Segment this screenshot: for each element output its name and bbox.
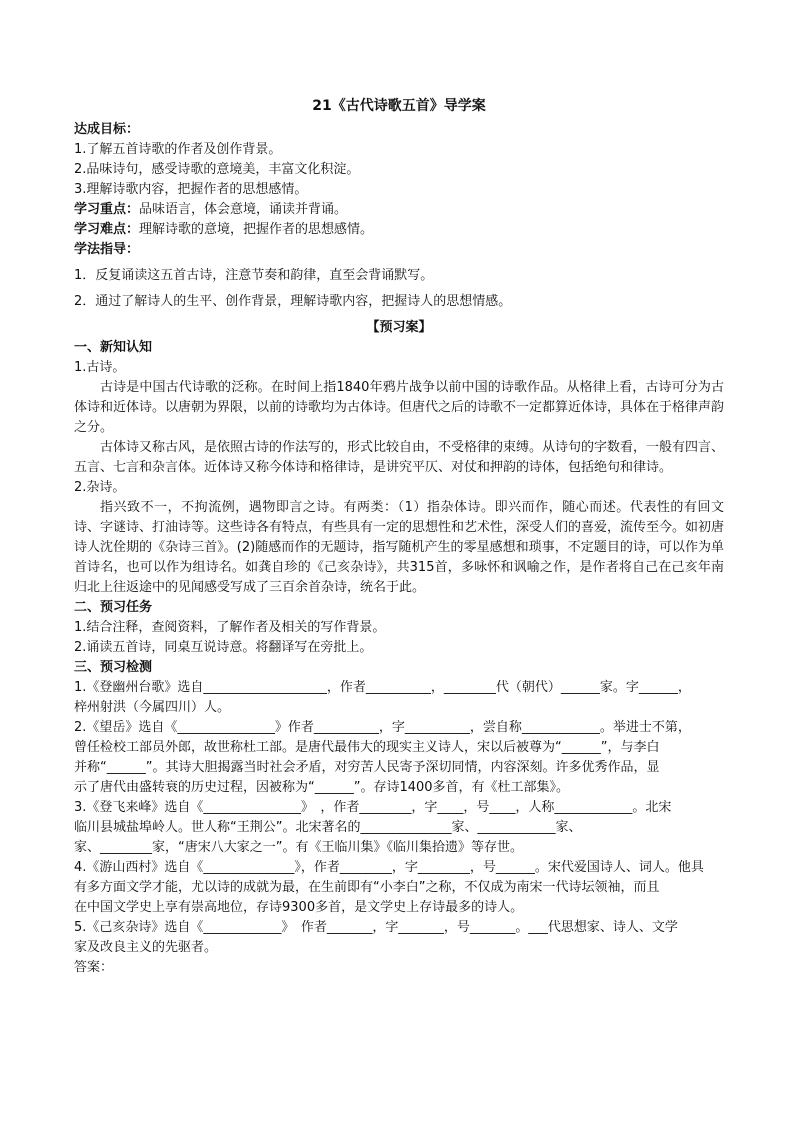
goal-item: 2.品味诗句，感受诗歌的意境美，丰富文化积淀。 <box>74 162 360 177</box>
sub2-title: 2.杂诗。 <box>74 480 126 495</box>
preview-heading: 【预习案】 <box>366 320 432 335</box>
section2-heading: 二、预习任务 <box>74 600 153 615</box>
section3-heading: 三、预习检测 <box>74 660 153 675</box>
question-2-line-1: 2.《望岳》选自《_______________》作者__________，字__________，尝自称____________。举进士不第， <box>74 720 691 735</box>
question-1-line-1: 1.《登幽州台歌》选自___________________，作者__________，________代（朝代）______家。字______， <box>74 680 691 695</box>
page-title: 21《古代诗歌五首》导学案 <box>312 98 486 114</box>
sub1-title: 1.古诗。 <box>74 360 126 375</box>
focus-line <box>74 200 724 220</box>
question-5-line-2: 家及改良主义的先驱者。 <box>74 940 218 955</box>
sub1-paragraph-1: 古诗是中国古代诗歌的泛称。在时间上指1840年鸦片战争以前中国的诗歌作品。从格律上看，古诗可分为古体诗和近体诗。以唐朝为界限，以前的诗歌均为古体诗。但唐代之后的诗歌不一定都算近体诗，具体在于格律声韵之分。 <box>74 380 725 435</box>
question-3-line-3: 家、________家，“唐宋八大家之一”。有《王临川集》《临川集拾遗》等存世。 <box>74 840 523 855</box>
sub1-paragraph-2: 古体诗又称古风，是依照古诗的作法写的，形式比较自由，不受格律的束缚。从诗句的字数看，一般有四言、五言、七言和杂言体。近体诗又称今体诗和格律诗，是讲究平仄、对仗和押韵的诗体，包括绝句和律诗。 <box>74 440 725 475</box>
section1-heading: 一、新知认知 <box>74 340 153 355</box>
question-4-line-1: 4.《游山西村》选自《______________》，作者________，字________，号______。宋代爱国诗人、词人。他具 <box>74 860 704 875</box>
difficulty-text: 理解诗歌的意境，把握作者的思想感情。 <box>139 222 374 237</box>
question-2-line-3: 并称“______”。其诗大胆揭露当时社会矛盾，对穷苦人民寄予深切同情，内容深刻。许多优秀作品，显 <box>74 760 660 775</box>
question-2-line-2: 曾任检校工部员外郎，故世称杜工部。是唐代最伟大的现实主义诗人，宋以后被尊为“______”，与李白 <box>74 740 660 755</box>
question-1-line-2: 梓州射洪（今属四川）人。 <box>74 700 231 715</box>
question-2-line-4: 示了唐代由盛转衰的历史过程，因被称为“______”。存诗1400多首，有《杜工部集》。 <box>74 780 570 795</box>
task-item: 1.结合注释，查阅资料，了解作者及相关的写作背景。 <box>74 620 386 635</box>
difficulty-line <box>74 220 724 240</box>
focus-text: 品味语言，体会意境，诵读并背诵。 <box>139 202 348 217</box>
question-5-line-1: 5.《己亥杂诗》选自《____________》 作者_______，字_______，号_______。___代思想家、诗人、文学 <box>74 920 678 935</box>
question-3-line-2: 临川县城盐埠岭人。世人称“王荆公”。北宋著名的______________家、____________家、 <box>74 820 582 835</box>
answer-label: 答案： <box>74 960 114 975</box>
sub2-paragraph-1: 指兴致不一，不拘流例，遇物即言之诗。有两类：（1）指杂体诗。即兴而作，随心而述。代表性的有回文诗、字谜诗、打油诗等。这些诗各有特点，有些具有一定的思想性和艺术性，深受人们的喜爱，流传至今。如初唐诗人沈佺期的《杂诗三首》。(2)随感而作的无题诗，指写随机产生的零星感想和琐事，不定题目的诗，可以作为单首诗名，也可以作为组诗名。如龚自珍的《己亥杂诗》，共315首，多咏怀和讽喻之作，是作者将自己在己亥年南归北上往返途中的见闻感受写成了三百余首杂诗，统名于此。 <box>74 500 725 595</box>
goal-item: 1.了解五首诗歌的作者及创作背景。 <box>74 142 282 157</box>
method-item: 1．反复诵读这五首古诗，注意节奏和韵律，直至会背诵默写。 <box>74 268 434 283</box>
method-item: 2．通过了解诗人的生平、创作背景，理解诗歌内容，把握诗人的思想情感。 <box>74 294 512 309</box>
method-heading: 学法指导： <box>74 242 140 257</box>
question-4-line-2: 有多方面文学才能，尤以诗的成就为最，在生前即有“小李白”之称，不仅成为南宋一代诗坛领袖，而且 <box>74 880 660 895</box>
goals-heading: 达成目标： <box>74 122 140 137</box>
task-item: 2.诵读五首诗，同桌互说诗意。将翻译写在旁批上。 <box>74 640 373 655</box>
question-3-line-1: 3.《登飞来峰》选自《_______________》 ，作者________，字____，号____，人称____________。北宋 <box>74 800 672 815</box>
document-page <box>74 96 724 978</box>
question-4-line-3: 在中国文学史上享有崇高地位，存诗9300多首，是文学史上存诗最多的诗人。 <box>74 900 524 915</box>
goal-item: 3.理解诗歌内容，把握作者的思想感情。 <box>74 182 308 197</box>
focus-label: 学习重点： <box>74 202 140 217</box>
difficulty-label: 学习难点： <box>74 222 140 237</box>
